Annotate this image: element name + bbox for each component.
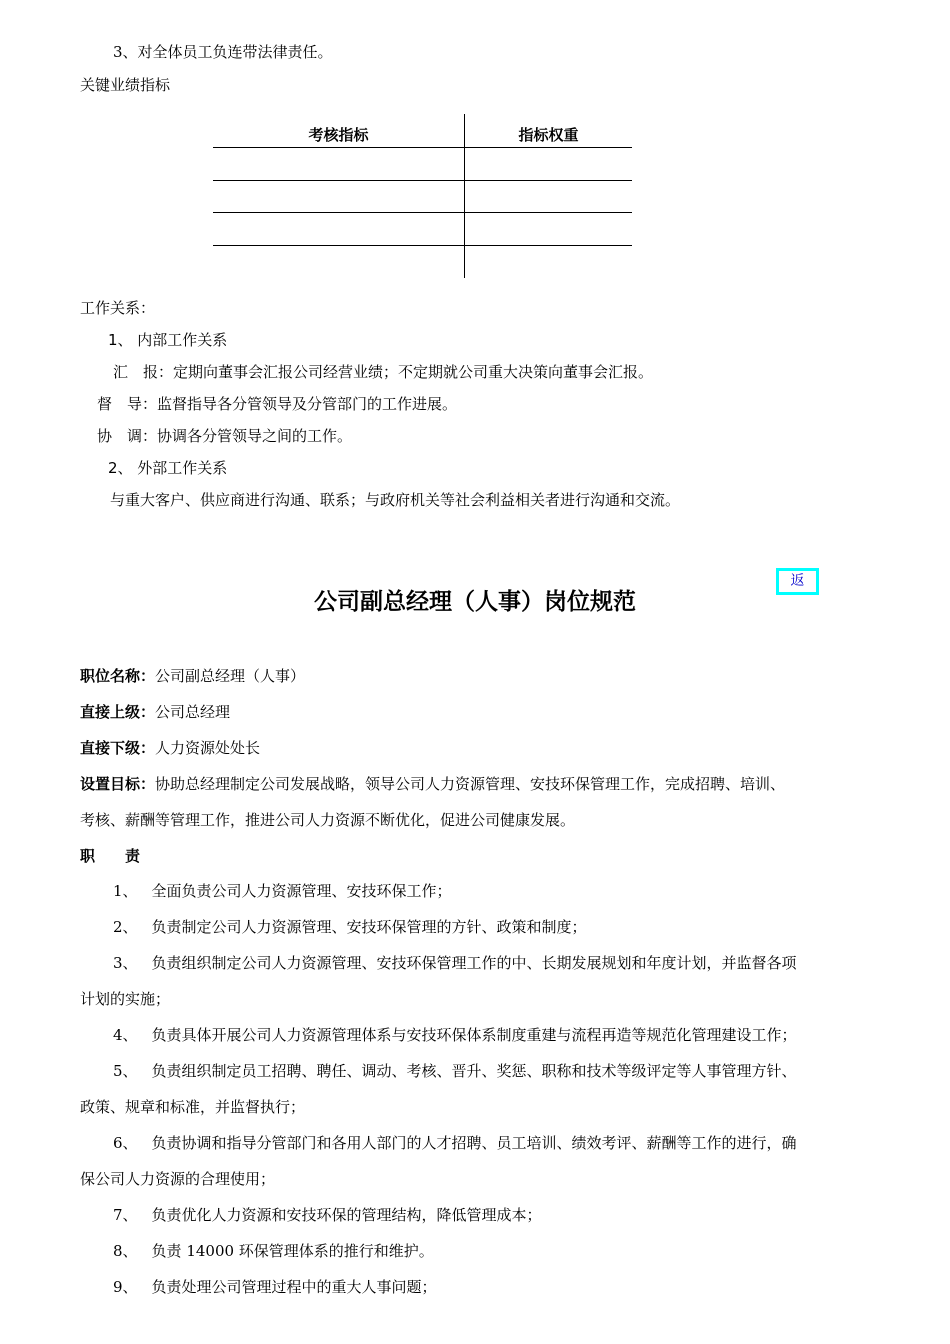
duty-text: 负责组织制定公司人力资源管理、安技环保管理工作的中、长期发展规划和年度计划，并监督各项	[151, 954, 797, 972]
duty-item	[113, 953, 797, 973]
duty-number: 8、	[113, 1242, 138, 1260]
kpi-heading: 关键业绩指标	[80, 76, 171, 94]
duty-text: 负责 14000 环保管理体系的推行和维护。	[151, 1242, 434, 1260]
duty-text: 负责协调和指导分管部门和各用人部门的人才招聘、员工培训、绩效考评、薪酬等工作的进行，确	[151, 1134, 797, 1152]
subordinate-label: 直接下级：	[80, 739, 156, 757]
page-title: 公司副总经理（人事）岗位规范	[314, 589, 636, 615]
duty-text: 负责处理公司管理过程中的重大人事问题；	[151, 1278, 437, 1296]
goal-label: 设置目标：	[80, 775, 156, 793]
kpi-table	[213, 114, 632, 278]
superior-value: 公司总经理	[155, 703, 231, 721]
duty-number: 9、	[113, 1278, 138, 1296]
duty-text-continued: 保公司人力资源的合理使用；	[80, 1170, 276, 1188]
superior-label: 直接上级：	[80, 703, 156, 721]
duty-number: 1、	[113, 882, 138, 900]
position-row	[80, 666, 305, 686]
coordinate-row	[97, 426, 352, 446]
duty-item	[113, 1241, 434, 1261]
coordinate-text: 协调各分管领导之间的工作。	[157, 427, 353, 445]
kpi-table-rule	[213, 245, 632, 246]
duty-item	[113, 1277, 437, 1297]
duty-item	[113, 1025, 797, 1045]
subordinate-row	[80, 738, 260, 758]
goal-row	[80, 774, 785, 794]
kpi-header-indicator: 考核指标	[308, 126, 369, 144]
internal-relations-heading: 1、 内部工作关系	[108, 331, 228, 349]
duty-text-continued: 计划的实施；	[80, 990, 171, 1008]
superior-row	[80, 702, 230, 722]
goal-line-1: 协助总经理制定公司发展战略，领导公司人力资源管理、安技环保管理工作，完成招聘、培训、	[155, 775, 786, 793]
duty-item	[113, 1061, 797, 1081]
liability-line: 3、对全体员工负连带法律责任。	[113, 43, 333, 61]
duty-text: 负责组织制定员工招聘、聘任、调动、考核、晋升、奖惩、职称和技术等级评定等人事管理方针、	[151, 1062, 797, 1080]
external-relations-heading: 2、 外部工作关系	[108, 459, 228, 477]
duties-heading: 职 责	[80, 847, 141, 865]
position-value: 公司副总经理（人事）	[155, 667, 306, 685]
goal-line-2: 考核、薪酬等管理工作，推进公司人力资源不断优化，促进公司健康发展。	[80, 811, 576, 829]
duty-item	[113, 881, 452, 901]
duty-number: 6、	[113, 1134, 138, 1152]
duty-number: 2、	[113, 918, 138, 936]
duty-text: 负责优化人力资源和安技环保的管理结构，降低管理成本；	[151, 1206, 542, 1224]
duty-text: 负责具体开展公司人力资源管理体系与安技环保体系制度重建与流程再造等规范化管理建设工作；	[151, 1026, 797, 1044]
kpi-header-weight: 指标权重	[518, 126, 579, 144]
duty-text: 全面负责公司人力资源管理、安技环保工作；	[151, 882, 452, 900]
supervise-label: 督 导：	[97, 395, 158, 413]
duty-number: 5、	[113, 1062, 138, 1080]
kpi-table-rule	[213, 180, 632, 181]
duty-text: 负责制定公司人力资源管理、安技环保管理的方针、政策和制度；	[151, 918, 587, 936]
external-relations-text: 与重大客户、供应商进行沟通、联系；与政府机关等社会利益相关者进行沟通和交流。	[110, 491, 681, 509]
duty-item	[113, 1133, 797, 1153]
return-button[interactable]: 返	[776, 568, 819, 595]
supervise-text: 监督指导各分管领导及分管部门的工作进展。	[157, 395, 458, 413]
duty-number: 3、	[113, 954, 138, 972]
subordinate-value: 人力资源处处长	[155, 739, 261, 757]
duty-text-continued: 政策、规章和标准，并监督执行；	[80, 1098, 306, 1116]
kpi-table-rule	[213, 212, 632, 213]
report-label: 汇 报：	[113, 363, 174, 381]
relations-heading: 工作关系：	[80, 299, 156, 317]
position-label: 职位名称：	[80, 667, 156, 685]
kpi-table-rule	[213, 147, 632, 148]
duty-number: 7、	[113, 1206, 138, 1224]
duty-number: 4、	[113, 1026, 138, 1044]
duty-item	[113, 1205, 542, 1225]
coordinate-label: 协 调：	[97, 427, 158, 445]
supervise-row	[97, 394, 457, 414]
report-row	[113, 362, 653, 382]
duty-item	[113, 917, 587, 937]
report-text: 定期向董事会汇报公司经营业绩；不定期就公司重大决策向董事会汇报。	[173, 363, 654, 381]
